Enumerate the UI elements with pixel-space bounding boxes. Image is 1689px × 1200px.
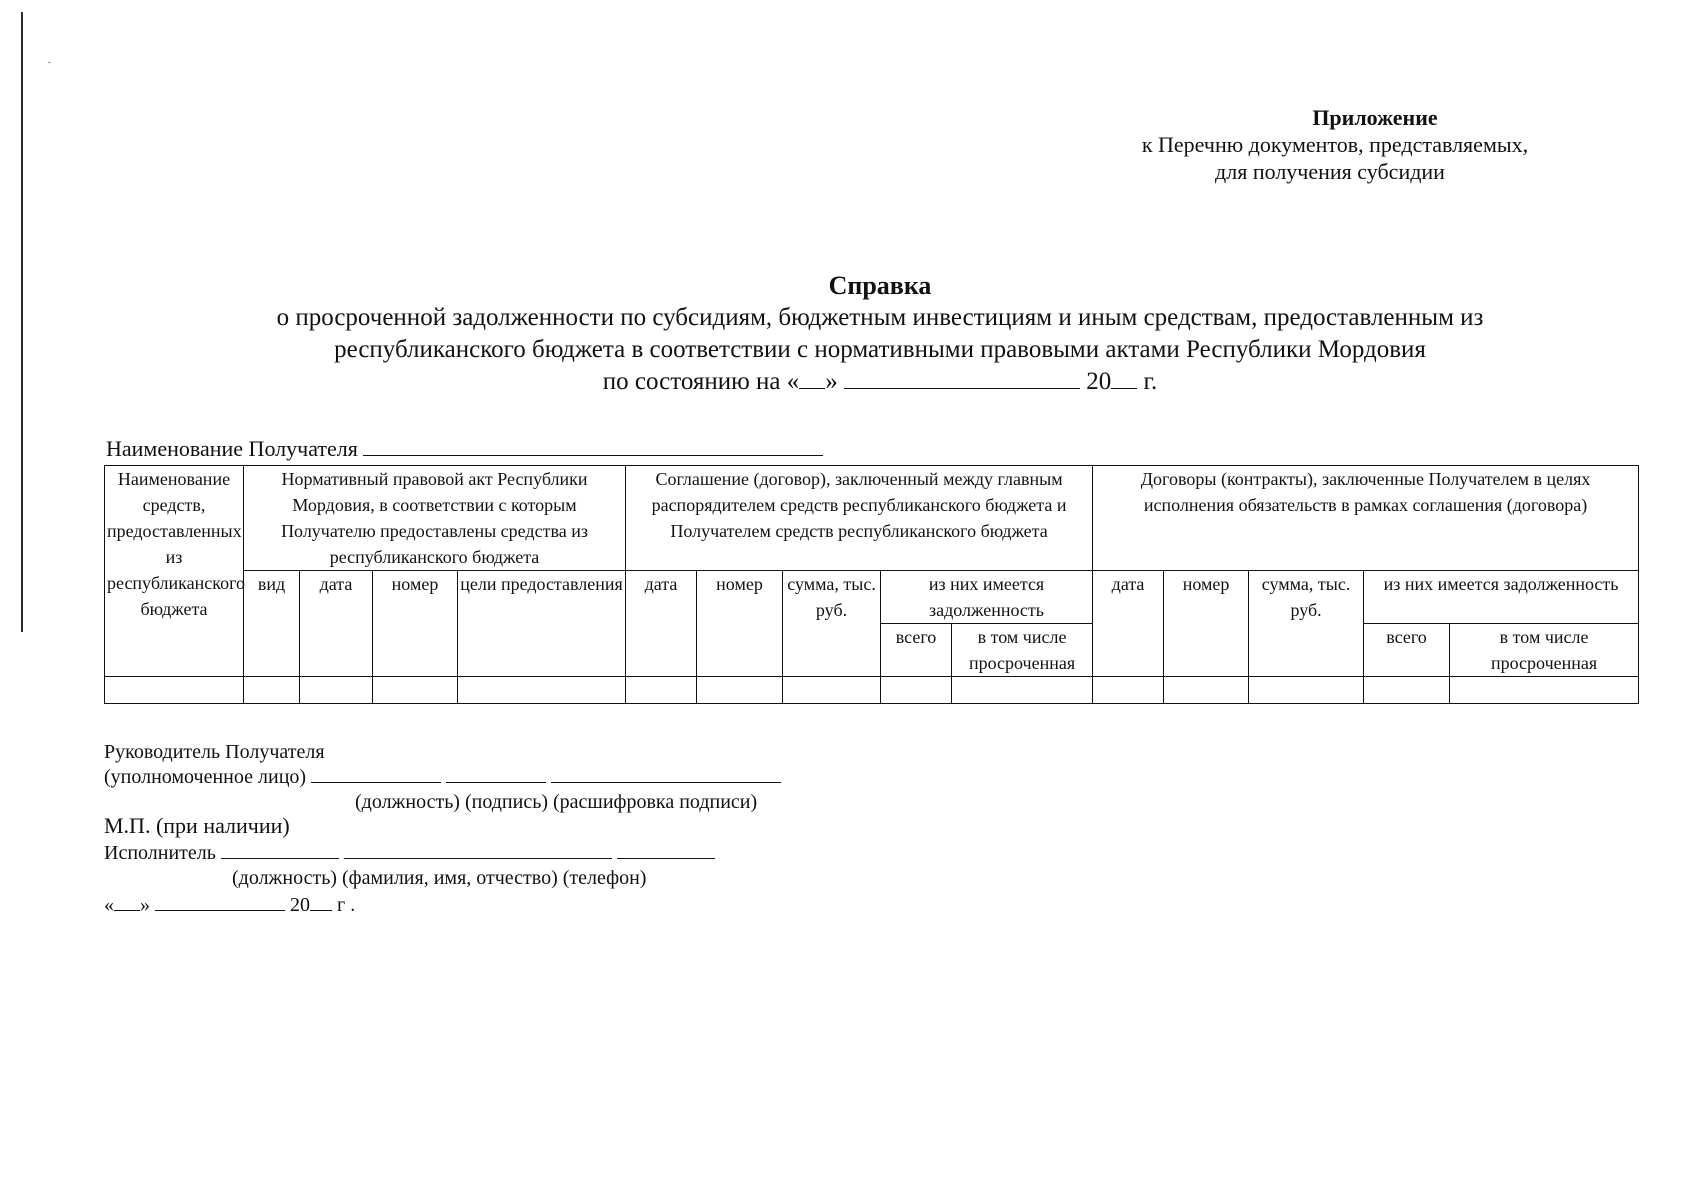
debt-report-table xyxy=(104,465,1639,704)
day-blank xyxy=(799,370,825,389)
executor-captions: (должность) (фамилия, имя, отчество) (телефон) xyxy=(232,867,647,889)
table-cell xyxy=(1093,677,1164,704)
appendix-line2: для получения субсидии xyxy=(1215,159,1445,184)
group-contracts: Договоры (контракты), заключенные Получателем в целях исполнения обязательств в рамках соглашения (договора) xyxy=(1093,466,1639,571)
table-header-row-2 xyxy=(105,571,1639,624)
head-captions: (должность) (подпись) (расшифровка подписи) xyxy=(355,791,758,813)
table-cell xyxy=(1364,677,1450,704)
agreement-date: дата xyxy=(626,571,697,677)
contract-number: номер xyxy=(1164,571,1249,677)
table-cell xyxy=(373,677,458,704)
authorized-label: (уполномоченное лицо) xyxy=(104,766,307,788)
act-type: вид xyxy=(244,571,300,677)
recipient-line xyxy=(106,436,823,462)
table-cell xyxy=(697,677,783,704)
table-cell xyxy=(1450,677,1639,704)
date-year: 20 xyxy=(1086,368,1112,395)
table-cell xyxy=(300,677,373,704)
sign-date-line xyxy=(104,892,355,917)
document-subtitle-line2: республиканского бюджета в соответствии с нормативными правовыми актами Республики Мордовия xyxy=(334,336,1426,363)
head-position-blank xyxy=(311,764,441,783)
appendix-header xyxy=(1040,104,1620,185)
month-blank xyxy=(844,370,1080,389)
date-prefix: по состоянию на « xyxy=(602,368,800,395)
group-normative-act: Нормативный правовой акт Республики Мордовия, в соответствии с которым Получателю предоставлены средства из республиканского бюджета xyxy=(244,466,626,571)
scan-margin-line xyxy=(21,12,23,632)
contract-debt-total: всего xyxy=(1364,624,1450,677)
agreement-debt-overdue: в том числе просроченная xyxy=(952,624,1093,677)
table-row xyxy=(105,677,1639,704)
head-name-blank xyxy=(551,764,781,783)
group-agreement: Соглашение (договор), заключенный между главным распорядителем средств республиканского бюджета и Получателем средств республиканского бюджета xyxy=(626,466,1093,571)
table-cell xyxy=(952,677,1093,704)
col-funds-name: Наименование средств, предоставленных из республиканского бюджета xyxy=(105,466,244,677)
table-cell xyxy=(881,677,952,704)
executor-name-blank xyxy=(344,840,612,859)
agreement-debt: из них имеется задолженность xyxy=(881,571,1093,624)
head-signature-blank xyxy=(446,764,546,783)
table-cell xyxy=(1249,677,1364,704)
document-subtitle-line1: о просроченной задолженности по субсидиям, бюджетным инвестициям и иным средствам, предоставленным из xyxy=(276,304,1484,331)
appendix-title: Приложение xyxy=(1312,105,1438,130)
appendix-line1: к Перечню документов, представляемых, xyxy=(1141,132,1529,157)
contract-date: дата xyxy=(1093,571,1164,677)
contract-sum: сумма, тыс. руб. xyxy=(1249,571,1364,677)
date-suffix: г. xyxy=(1143,368,1158,395)
agreement-sum: сумма, тыс. руб. xyxy=(783,571,881,677)
contract-debt: из них имеется задолженность xyxy=(1364,571,1639,624)
sign-date-close: » xyxy=(140,894,150,916)
recipient-label: Наименование Получателя xyxy=(106,436,358,461)
act-number: номер xyxy=(373,571,458,677)
act-purpose: цели предоставления xyxy=(458,571,626,677)
sign-day-blank xyxy=(114,892,140,911)
executor-position-blank xyxy=(221,840,339,859)
contract-debt-overdue: в том числе просроченная xyxy=(1450,624,1639,677)
authorized-line xyxy=(104,764,781,789)
table-cell xyxy=(244,677,300,704)
agreement-debt-total: всего xyxy=(881,624,952,677)
year-blank xyxy=(1111,370,1137,389)
sign-year-blank xyxy=(310,892,332,911)
document-title: Справка xyxy=(828,271,932,300)
seal-label: М.П. (при наличии) xyxy=(104,813,290,838)
document-date-line xyxy=(150,366,1610,398)
table-cell xyxy=(1164,677,1249,704)
sign-date-open: « xyxy=(104,894,114,916)
executor-line xyxy=(104,840,715,865)
act-date: дата xyxy=(300,571,373,677)
recipient-blank xyxy=(363,437,823,456)
sign-date-suffix: г . xyxy=(337,894,356,916)
table-cell xyxy=(626,677,697,704)
executor-label: Исполнитель xyxy=(104,842,216,864)
table-header-row-1 xyxy=(105,466,1639,571)
document-title-block xyxy=(150,270,1610,398)
scan-speck xyxy=(48,62,51,63)
executor-phone-blank xyxy=(617,840,715,859)
table-cell xyxy=(458,677,626,704)
head-label: Руководитель Получателя xyxy=(104,741,325,763)
date-mid: » xyxy=(825,368,838,395)
sign-date-year: 20 xyxy=(290,894,310,916)
table-cell xyxy=(105,677,244,704)
agreement-number: номер xyxy=(697,571,783,677)
table-cell xyxy=(783,677,881,704)
sign-month-blank xyxy=(155,892,285,911)
